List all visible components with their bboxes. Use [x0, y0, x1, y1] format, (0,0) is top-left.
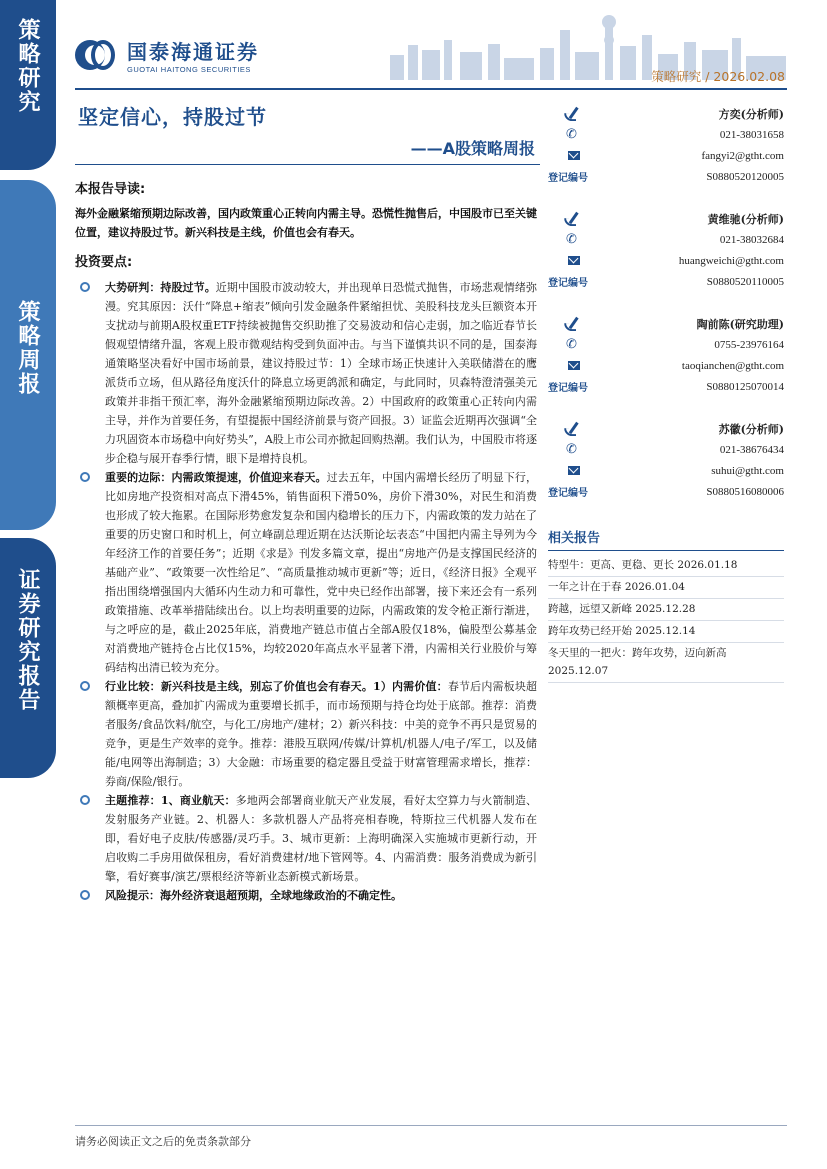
registration-label: 登记编号: [548, 278, 588, 289]
analyst-name: 方奕(分析师): [718, 107, 784, 121]
point-text: 近期中国股市波动较大，并出现单日恐慌式抛售，市场悲观情绪弥漫。究其原因：沃什“降息+缩表”倾向引发金融条件紧缩担忧、美股科技龙头巨额资本开支扰动与前期A股权重ETF持续被抛售交织助推了交易波动和信心走弱，加之临近春节长假观望情绪升温，客观上股市微观结构受到负面冲击。与当下谨慎共识不同的是，国泰海通策略坚决看好中国市场前景，建议持股过节：1）全球市场正快速计入美联储潜在的鹰派货币立场，但从路径角度沃什的降息立场更鸽派和确定，与此同时，贝森特澄清强美元政策并非指干预汇率，海外金融紧缩预期边际改善。2）中国政府的政策重心正转向内需主导，并作为首要任务，有望提振中国经济前景与资产回报。3）证监会近期再次强调“全力巩固资本市场稳中向好势头”，A股上市公司亦掀起回购热潮。我们认为，中国股市将逐步企稳与展开春季行情，眼下是增持良机。: [105, 281, 538, 465]
analyst-name: 苏徽(分析师): [718, 422, 784, 436]
related-report-link[interactable]: 一年之计在于春 2026.01.04: [548, 577, 784, 599]
intro-heading: 本报告导读:: [75, 182, 146, 197]
analyst-card: [548, 418, 784, 523]
analyst-registration: S0880520120005: [706, 170, 784, 183]
sidebar-block-strategy-research: [0, 0, 56, 170]
sidebar-block-securities-report: [0, 538, 56, 778]
bullet-icon: [80, 890, 90, 900]
report-subtitle: ——A股策略周报: [410, 139, 535, 158]
point-lead: 重要的边际：内需政策提速，价值迎来春天。: [105, 471, 327, 484]
logo-mark-icon: [75, 40, 119, 70]
analyst-card: [548, 208, 784, 313]
related-reports-title: 相关报告: [548, 527, 784, 551]
phone-icon: ✆: [566, 127, 577, 142]
header-divider: [75, 88, 787, 90]
footer-divider: [75, 1125, 787, 1126]
analyst-email[interactable]: taoqianchen@gtht.com: [681, 359, 784, 372]
analyst-panel: [548, 103, 784, 523]
logo-english-name: GUOTAI HAITONG SECURITIES: [127, 65, 251, 74]
phone-icon: ✆: [566, 442, 577, 457]
analyst-email[interactable]: fangyi2@gtht.com: [701, 149, 784, 162]
analyst-email[interactable]: huangweichi@gtht.com: [678, 254, 784, 267]
registration-label: 登记编号: [548, 173, 588, 184]
phone-icon: ✆: [566, 337, 577, 352]
analyst-card: [548, 313, 784, 418]
related-report-link[interactable]: 冬天里的一把火：跨年攻势，迈向新高 2025.12.07: [548, 643, 784, 683]
company-logo: [75, 36, 259, 74]
point-market-outlook: [75, 278, 537, 468]
registration-label: 登记编号: [548, 383, 588, 394]
pen-icon: [569, 212, 581, 226]
points-heading: 投资要点:: [75, 255, 133, 270]
mail-icon: [568, 256, 580, 265]
phone-icon: ✆: [566, 232, 577, 247]
analyst-registration: S0880516080006: [706, 485, 784, 498]
analyst-phone: 0755-23976164: [714, 338, 784, 351]
bullet-icon: [80, 681, 90, 691]
investment-points: [75, 278, 537, 905]
analyst-card: [548, 103, 784, 208]
related-reports: [548, 527, 784, 683]
related-report-link[interactable]: 跨年攻势已经开始 2025.12.14: [548, 621, 784, 643]
point-theme-recommendation: [75, 791, 537, 886]
analyst-email[interactable]: suhui@gtht.com: [711, 464, 784, 477]
sidebar-label: 策略研究: [15, 18, 41, 114]
left-sidebar: [0, 0, 56, 1169]
title-divider: [75, 164, 540, 165]
point-lead: 大势研判：持股过节。: [105, 281, 216, 294]
sidebar-label: 策略周报: [15, 300, 41, 396]
mail-icon: [568, 361, 580, 370]
point-domestic-demand: [75, 468, 537, 677]
analyst-phone: 021-38676434: [719, 443, 784, 456]
bullet-icon: [80, 472, 90, 482]
report-category-date: 策略研究 / 2026.02.08: [651, 69, 785, 84]
point-lead: 风险提示：海外经济衰退超预期，全球地缘政治的不确定性。: [105, 889, 402, 902]
related-report-link[interactable]: 跨越，远望又新峰 2025.12.28: [548, 599, 784, 621]
point-text: 多地两会部署商业航天产业发展，看好太空算力与火箭制造、发射服务产业链。2、机器人：多款机器人产品将亮相春晚，特斯拉三代机器人发布在即，看好电子皮肤/传感器/灵巧手。3、城市更新：上海明确深入实施城市更新行动，开启收购二手房用做保租房，看好消费建材/地下管网等。4、内需消费：服务消费成为新引擎，看好赛事/演艺/票根经济等新业态新模式新场景。: [105, 794, 537, 883]
mail-icon: [568, 151, 580, 160]
pen-icon: [569, 422, 581, 436]
analyst-name: 陶前陈(研究助理): [696, 317, 784, 331]
intro-text: 海外金融紧缩预期边际改善，国内政策重心正转向内需主导。恐慌性抛售后，中国股市已至关键位置，建议持股过节。新兴科技是主线，价值也会有春天。: [75, 207, 537, 239]
sidebar-block-weekly: [0, 180, 56, 530]
bullet-icon: [80, 282, 90, 292]
pen-icon: [569, 107, 581, 121]
point-text: 过去五年，中国内需增长经历了明显下行，比如房地产投资相对高点下滑45%，销售面积下滑50%，房价下滑30%，对民生和消费也形成了较大拖累。在国际形势愈发复杂和国内稳增长的压力下，内需政策的发力站在了重要的历史窗口和时机上，何立峰副总理近期在达沃斯论坛表态“中国把内需主导列为今年经济工作的首要任务”；近期《求是》刊发多篇文章，提出“房地产仍是支撑国民经济的基础产业”、“政策要一次性给足”、“高质量推动城市更新”等；近日，《经济日报》全观平指出围绕增强国内大循环内生动力和可靠性，党中央已经作出部署，接下来还会有一系列政策措施、改革举措陆续出台。以上均表明重要的边际，内需政策的发令枪正渐行渐进，与之呼应的是，截止2025年底，消费地产链总市值占全部A股仅18%，偏股型公募基金对消费地产链持仓占比仅15%，均较2020年高点水平显著下滑，内需相关行业股价与筹码结构出清已较为充分。: [105, 471, 537, 674]
logo-chinese-name: 国泰海通证券: [127, 40, 259, 64]
point-risk-warning: [75, 886, 537, 905]
registration-label: 登记编号: [548, 488, 588, 499]
analyst-registration: S0880125070014: [706, 380, 784, 393]
related-report-link[interactable]: 特型牛：更高、更稳、更长 2026.01.18: [548, 555, 784, 577]
analyst-registration: S0880520110005: [706, 275, 784, 288]
bullet-icon: [80, 795, 90, 805]
point-lead: 行业比较：新兴科技是主线，别忘了价值也会有春天。1）内需价值：: [105, 680, 448, 693]
analyst-phone: 021-38032684: [719, 233, 784, 246]
mail-icon: [568, 466, 580, 475]
disclaimer-footer: 请务必阅读正文之后的免责条款部分: [75, 1135, 251, 1148]
point-text: 春节后内需板块超额概率更高，叠加扩内需成为重要增长抓手，而市场预期与持仓均处于底部。推荐：消费者服务/食品饮料/航空，与化工/房地产/建材；2）新兴科技：中美的竞争不再只是贸易的竞争，更是生产效率的竞争。推荐：港股互联网/传媒/计算机/机器人/电子/军工，以及储能/电网等出海制造；3）大金融：市场重要的稳定器且受益于财富管理需求增长，推荐：券商/保险/银行。: [105, 680, 537, 788]
analyst-name: 黄维驰(分析师): [707, 212, 784, 226]
report-title: 坚定信心，持股过节: [78, 105, 267, 129]
point-lead: 主题推荐：1、商业航天：: [105, 794, 236, 807]
analyst-phone: 021-38031658: [719, 128, 784, 141]
pen-icon: [569, 317, 581, 331]
sidebar-label: 证券研究报告: [15, 568, 41, 712]
point-industry-comparison: [75, 677, 537, 791]
